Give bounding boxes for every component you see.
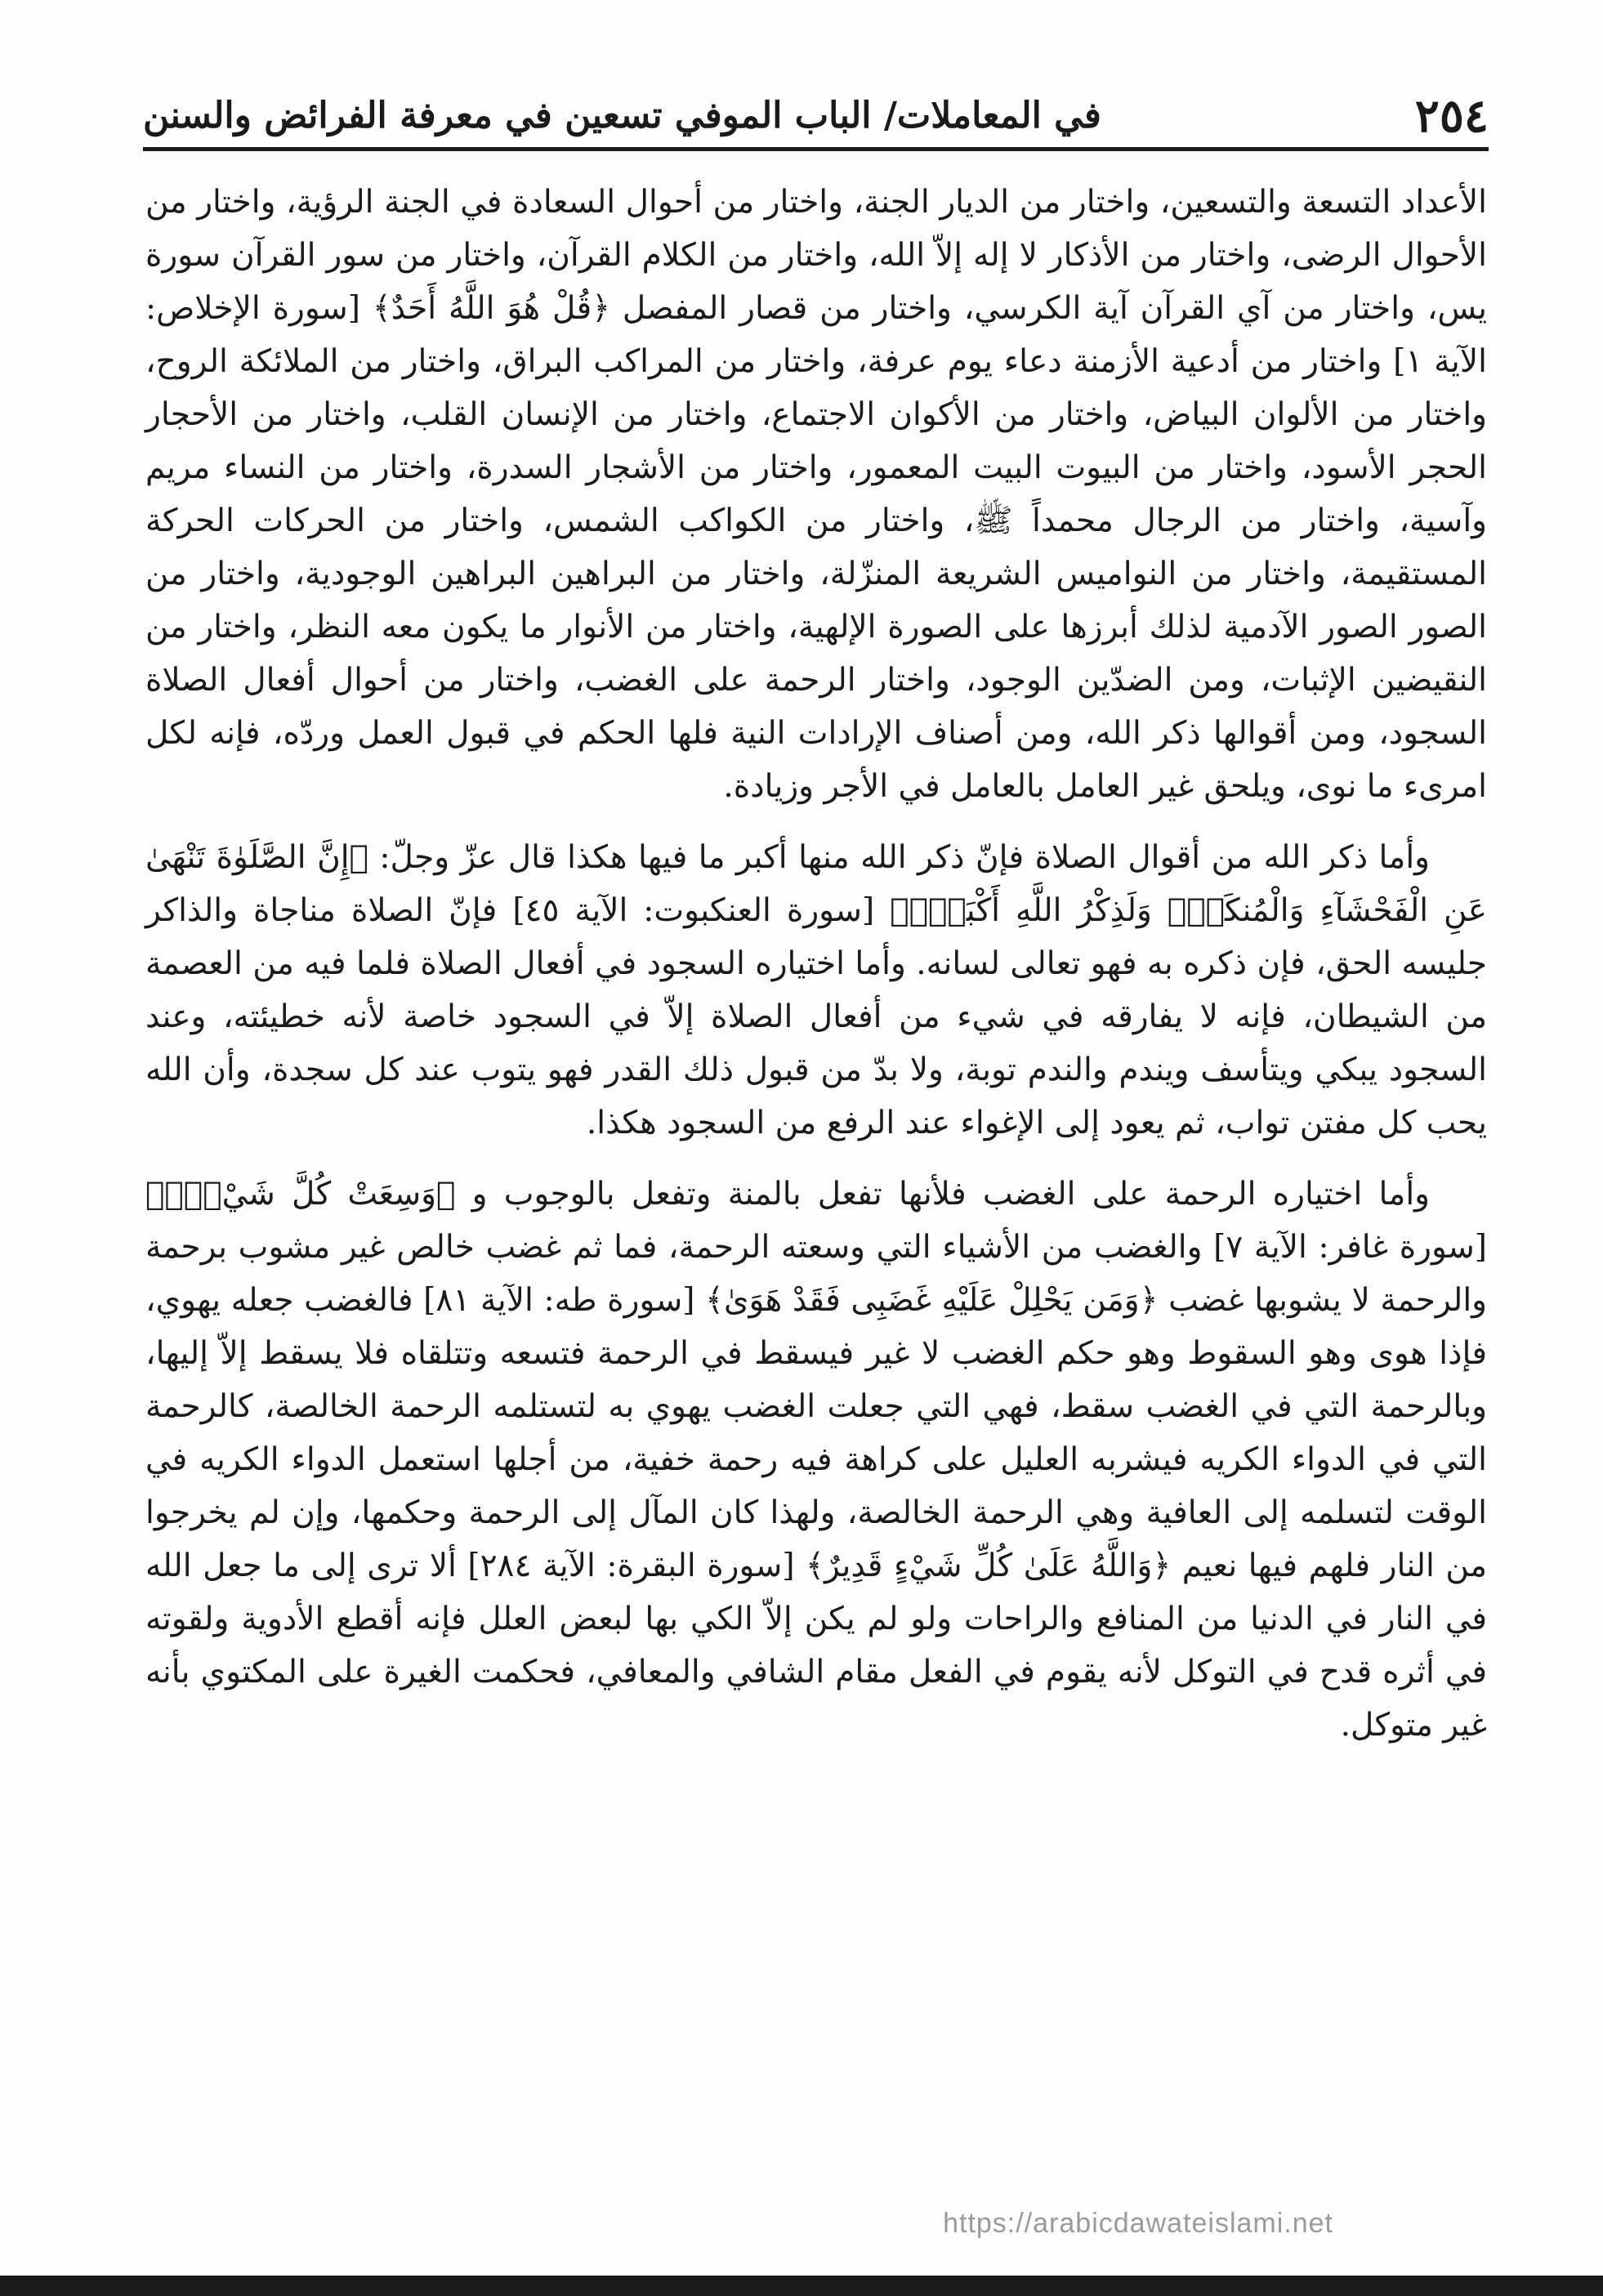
page-number: ٢٥٤ — [1414, 89, 1489, 143]
paragraph-1: الأعداد التسعة والتسعين، واختار من الديار الجنة، واختار من أحوال السعادة في الجنة الرؤية، واختار من الأحوال الرضى، واختار من الأذكار لا إله إلاّ الله، واختار من الكلام القرآن، واختار من سور القرآن سورة يس، واختار من آي القرآن آية الكرسي، واختار من قصار المفصل ﴿قُلْ هُوَ اللَّهُ أَحَدٌ﴾ [سورة الإخلاص: الآية ١] واختار من أدعية الأزمنة دعاء يوم عرفة، واختار من المراكب البراق، واختار من الملائكة الروح، واختار من الألوان البياض، واختار من الأكوان الاجتماع، واختار من الإنسان القلب، واختار من الأحجار الحجر الأسود، واختار من البيوت البيت المعمور، واختار من الأشجار السدرة، واختار من النساء مريم وآسية، واختار من الرجال محمداً ﷺ، واختار من الكواكب الشمس، واختار من الحركات الحركة المستقيمة، واختار من النواميس الشريعة المنزّلة، واختار من البراهين البراهين الوجودية، واختار من الصور الصور الآدمية لذلك أبرزها على الصورة الإلهية، واختار من الأنوار ما يكون معه النظر، واختار من النقيضين الإثبات، ومن الضدّين الوجود، واختار الرحمة على الغضب، واختار من أحوال أفعال الصلاة السجود، ومن أقوالها ذكر الله، ومن أصناف الإرادات النية فلها الحكم في قبول العمل وردّه، فإنه لكل امرىء ما نوى، ويلحق غير العامل بالعامل في الأجر وزيادة. — [145, 184, 1487, 805]
body-text — [145, 176, 1487, 1752]
page-header — [143, 65, 1489, 143]
paragraph-3: وأما اختياره الرحمة على الغضب فلأنها تفعل بالمنة وتفعل بالوجوب و ﴿وَسِعَتْ كُلَّ شَيْءٍۚ﴾ [سورة غافر: الآية ٧] والغضب من الأشياء التي وسعته الرحمة، فما ثم غضب خالص غير مشوب برحمة والرحمة لا يشوبها غضب ﴿وَمَن يَحْلِلْ عَلَيْهِ غَضَبِى فَقَدْ هَوَىٰ﴾ [سورة طه: الآية ٨١] فالغضب جعله يهوي، فإذا هوى وهو السقوط وهو حكم الغضب لا غير فيسقط في الرحمة فتسعه وتتلقاه فلا يسقط إلاّ إليها، وبالرحمة التي في الغضب سقط، فهي التي جعلت الغضب يهوي به لتستلمه الرحمة الخالصة، كالرحمة التي في الدواء الكريه فيشربه العليل على كراهة فيه رحمة خفية، من أجلها استعمل الدواء الكريه في الوقت لتسلمه إلى العافية وهي الرحمة الخالصة، ولهذا كان المآل إلى الرحمة وحكمها، وإن لم يخرجوا من النار فلهم فيها نعيم ﴿وَاللَّهُ عَلَىٰ كُلِّ شَيْءٍ قَدِيرٌ﴾ [سورة البقرة: الآية ٢٨٤] ألا ترى إلى ما جعل الله في النار في الدنيا من المنافع والراحات ولو لم يكن إلاّ الكي بها لبعض العلل فإنه أقطع الأدوية ولقوته في أثره قدح في التوكل لأنه يقوم في الفعل مقام الشافي والمعافي، فحكمت الغيرة على المكتوي بأنه غير متوكل. — [145, 1176, 1487, 1744]
header-rule — [143, 147, 1489, 151]
running-title: في المعاملات/ الباب الموفي تسعين في معرفة الفرائض والسنن — [143, 95, 1101, 136]
watermark-url: https://arabicdawateislami.net — [943, 2208, 1333, 2239]
bottom-scan-edge — [0, 2276, 1603, 2296]
paragraph-2: وأما ذكر الله من أقوال الصلاة فإنّ ذكر الله منها أكبر ما فيها هكذا قال عزّ وجلّ: ﴿إِنَّ الصَّلَوٰةَ تَنْهَىٰ عَنِ الْفَحْشَآءِ وَالْمُنكَرِۗ وَلَذِكْرُ اللَّهِ أَكْبَرُۗ﴾ [سورة العنكبوت: الآية ٤٥] فإنّ الصلاة مناجاة والذاكر جليسه الحق، فإن ذكره به فهو تعالى لسانه. وأما اختياره السجود في أفعال الصلاة فلما فيه من العصمة من الشيطان، فإنه لا يفارقه في شيء من أفعال الصلاة إلاّ في السجود خاصة لأنه خطيئته، وعند السجود يبكي ويتأسف ويندم والندم توبة، ولا بدّ من قبول ذلك القدر فهو يتوب عند كل سجدة، وأن الله يحب كل مفتن تواب، ثم يعود إلى الإغواء عند الرفع من السجود هكذا. — [145, 839, 1487, 1141]
